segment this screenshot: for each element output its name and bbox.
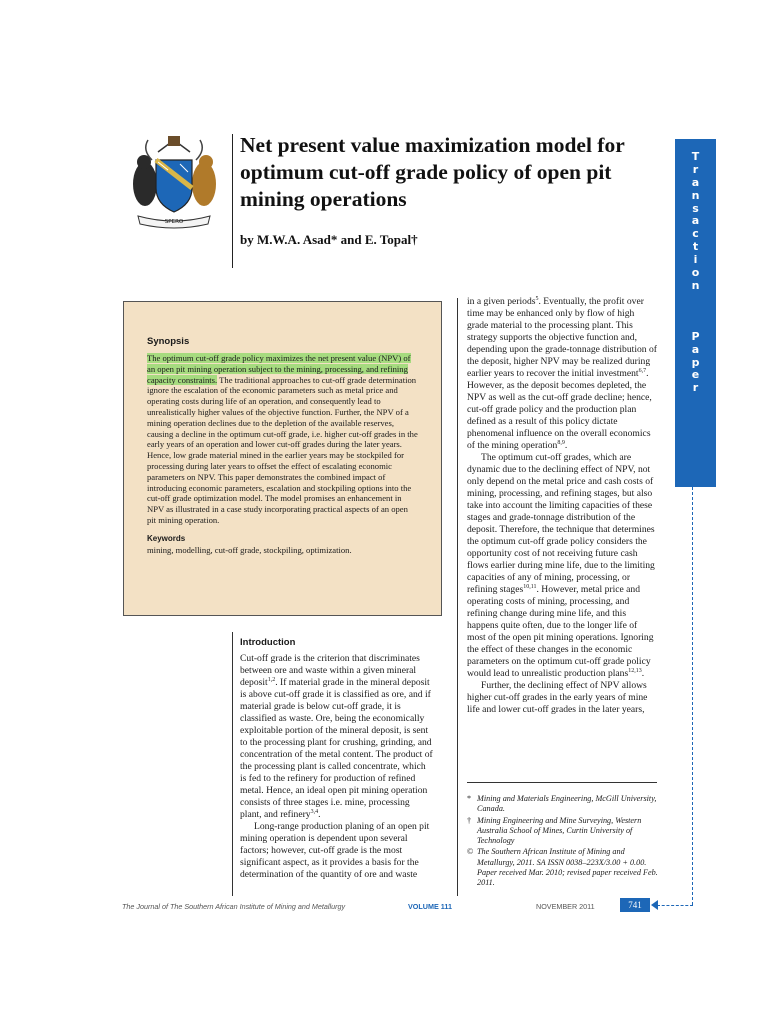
tab-letter: s — [692, 201, 699, 215]
tab-letter: n — [691, 188, 700, 202]
column-divider-left — [232, 632, 233, 896]
body-paragraph: in a given periods$^5$. Eventually, the profit over time may be enhanced only by flow of high grade material to the processing plant. This strategy supports the objective function and, depending upon the grade-tonnage distribution of the deposit, higher NPV may be realized during earlier years to recover the initial investment$^{6,7}$. However, as the deposit becomes depleted, the NPV as well as the cut-off grade decline; hence, cut-off grade policy and the production plan defined as a result of this policy dictate phenomenal influence on the overall economics of the mining operation$^{8,9}$. — [467, 295, 657, 451]
introduction-paragraph: Long-range production planing of an open pit mining operation is dependent upon several factors; however, cut-off grade is the most significant aspect, as it provides a basis for the determination of the quantity of ore and waste — [240, 821, 430, 880]
introduction-paragraph: Cut-off grade is the criterion that discriminates between ore and waste within a given mineral deposit$^{1,2}$. If material grade in the mineral deposit is above cut-off grade it is classified as ore, and if material grade is below cut-off grade, it is classified as waste. Ore, being the economically exploitable portion of the mineral deposit, is sent to the processing plant for crushing, grinding, and concentration of the metal content. The product of the processing plant is called concentrate, which is fed to the refinery for production of refined metal. Hence, an ideal open pit mining operation consists of three stages i.e. mine, processing plant, and refinery$^{3,4}$. — [240, 653, 433, 820]
synopsis-highlight: The optimum cut-off grade policy maximizes the net present value (NPV) of an open pit mining operation subject to the mining, processing, and refining capacity constraints. — [147, 353, 411, 385]
citation: 12,13 — [628, 667, 642, 674]
footnote: * Mining and Materials Engineering, McGill University, Canada. — [467, 794, 657, 814]
tab-letter: e — [691, 368, 700, 382]
synopsis-heading: Synopsis — [147, 336, 190, 347]
citation: 6,7 — [638, 367, 647, 374]
citation: 3,4 — [310, 808, 319, 815]
keywords-heading: Keywords — [147, 533, 186, 543]
footnotes — [467, 794, 659, 890]
tab-letter: n — [691, 278, 700, 292]
introduction-column — [240, 637, 433, 881]
tab-letter: a — [691, 342, 700, 356]
dashed-guide-horizontal — [657, 905, 693, 906]
tab-letter: P — [691, 329, 700, 343]
introduction-heading: Introduction — [240, 637, 296, 648]
tab-letter: t — [692, 240, 699, 254]
footer-journal-name: The Journal of The Southern African Institute of Mining and Metallurgy — [122, 902, 346, 911]
tab-letter: a — [691, 214, 700, 228]
synopsis-text — [147, 353, 419, 526]
synopsis-box — [123, 301, 442, 616]
footnote: © The Southern African Institute of Mining and Metallurgy, 2011. SA ISSN 0038–223X/3.00 + 0.00. Paper received Mar. 2010; revised paper received Feb. 2011. — [467, 847, 658, 888]
tab-letter: p — [691, 355, 700, 369]
footer-volume: VOLUME 111 — [408, 902, 452, 911]
tab-letter: i — [693, 253, 698, 267]
tab-letter: T — [691, 150, 700, 163]
tab-letter: r — [692, 381, 699, 395]
column-divider-middle — [457, 298, 458, 896]
tab-letter: r — [692, 162, 699, 176]
footnote: † Mining Engineering and Mine Surveying, Western Australia School of Mines, Curtin University of Technology — [467, 815, 642, 846]
institute-crest-logo — [128, 132, 220, 232]
tab-letter: c — [692, 227, 699, 241]
page-number: 741 — [620, 898, 650, 912]
citation: 1,2 — [267, 676, 276, 683]
citation: 5 — [535, 295, 539, 302]
footer-date: NOVEMBER 2011 — [536, 902, 595, 911]
body-paragraph: The optimum cut-off grades, which are dynamic due to the declining effect of NPV, not only depend on the metal price and cash costs of mining, processing, and refining stages, but also take into account the limiting capacities of these stages and grade-tonnage distribution of the deposit. Therefore, the technique that determines the optimum cut-off grade policy considers the opportunity cost of not receiving future cash flows earlier during mine life, due to the limiting capacities of any of mining, processing, or refining stages$^{10,11}$. However, metal price and operating costs of mining, processing, and refining change during mine life, and this happens quite often, due to the longer life of most of the open pit mining operations. Ignoring the effect of these changes in the economic parameters on the optimum cut-off grade policy would lead to unrealistic production plans$^{12,13}$. — [467, 452, 655, 679]
tab-letter: o — [691, 266, 700, 280]
article-title: Net present value maximization model for optimum cut-off grade policy of open pit mining operations — [240, 133, 625, 211]
keywords-text: mining, modelling, cut-off grade, stockpiling, optimization. — [147, 544, 352, 555]
section-tab-transaction-paper — [675, 139, 716, 487]
title-divider — [232, 134, 233, 268]
crest-motto: SPERO — [164, 219, 184, 225]
synopsis-rest: The traditional approaches to cut-off grade determination ignore the escalation of the economic parameters such as metal price and operating costs during life of an operation, and consequently lead to unrealistically higher values of the objective function. Further, the NPV of a mining operation declines due to the depletion of the available reserves, causing a decline in the optimum cut-off grade, i.e. higher cut-off grades in the early years of an operation and lower cut-off grades during the later years. Hence, low grade material mined in the earlier years may be stockpiled for processing during later years to offset the effect of escalating economic parameters on NPV. This paper demonstrates the combined impact of introducing economic parameters, escalation and stockpiling options into the cut-off grade optimization model. The model promises an enhancement in NPV as illustrated in a case study incorporating practical aspects of an open pit mining operation. — [147, 374, 418, 525]
dashed-guide-vertical — [692, 487, 693, 905]
body-column-right — [467, 296, 658, 716]
footnote-divider — [467, 782, 657, 783]
tab-letter: a — [691, 175, 700, 189]
body-paragraph: Further, the declining effect of NPV allows higher cut-off grades in the early years of mine life and lower cut-off grades in the later years, — [467, 680, 648, 715]
citation: 8,9 — [557, 439, 565, 446]
citation: 10,11 — [523, 583, 537, 590]
article-authors: by M.W.A. Asad* and E. Topal† — [240, 232, 418, 247]
